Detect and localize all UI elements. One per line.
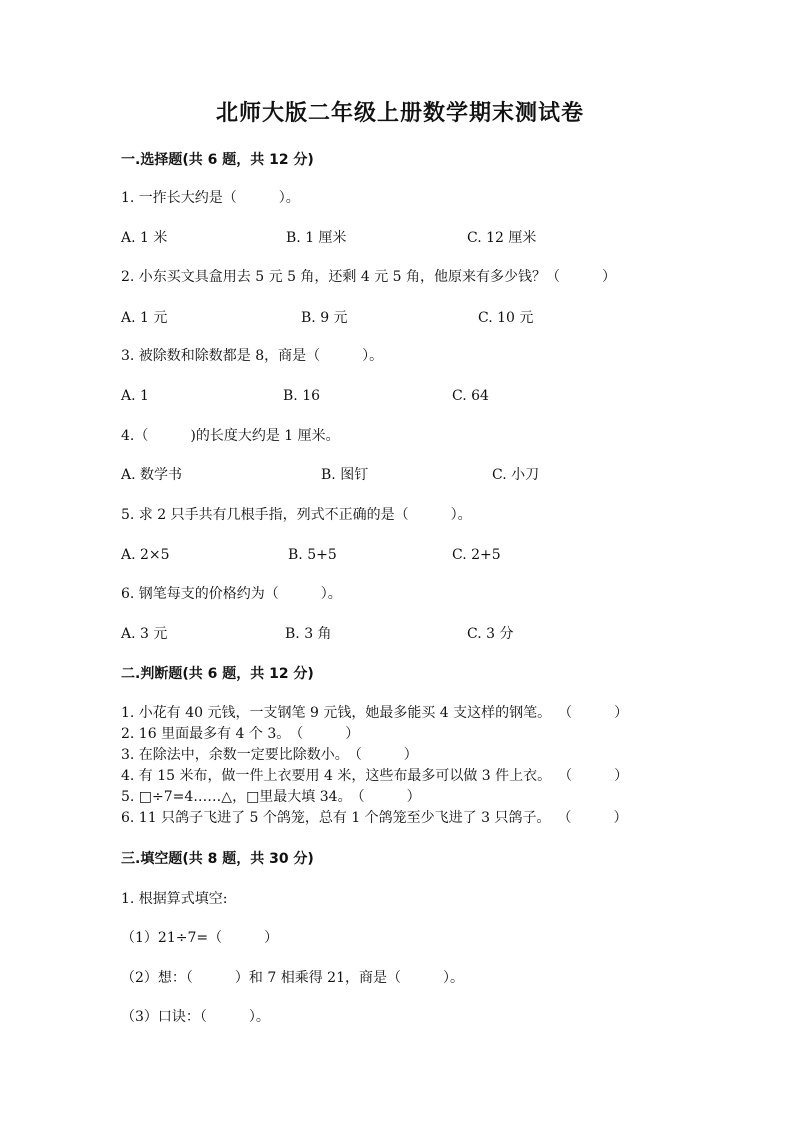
judge-3-text: 3. 在除法中，余数一定要比除数小。 [121,747,349,763]
judge-5-parens: （ ） [357,789,421,805]
choice-4-option-c: C. 小刀 [492,467,540,483]
judge-question-5 [121,788,421,806]
choice-1-option-b: B. 1 厘米 [286,230,347,246]
judge-2-text: 2. 16 里面最多有 4 个 3。 [121,726,291,742]
fill-sub-2: （2）想：（ ）和 7 相乘得 21，商是（ ）。 [121,970,464,986]
judge-6-text: 6. 11 只鸽子飞进了 5 个鸽笼，总有 1 个鸽笼至少飞进了 3 只鸽子。 [121,810,551,826]
judge-1-text: 1. 小花有 40 元钱，一支钢笔 9 元钱，她最多能买 4 支这样的钢笔。 [121,705,552,721]
choice-2-option-a: A. 1 元 [121,310,168,326]
fill-question-1: 1. 根据算式填空: [121,891,228,907]
fill-sub-1: （1）21÷7=（ ） [121,930,279,946]
choice-question-5: 5. 求 2 只手共有几根手指，列式不正确的是（ ）。 [121,507,472,523]
choice-2-option-c: C. 10 元 [478,310,534,326]
choice-4-option-a: A. 数学书 [121,467,183,483]
choice-3-option-a: A. 1 [121,388,149,404]
section-heading-fill: 三.填空题(共 8 题，共 30 分) [121,851,314,867]
choice-question-4: 4.（ )的长度大约是 1 厘米。 [121,428,340,444]
judge-question-4 [121,767,628,785]
choice-6-option-a: A. 3 元 [121,626,168,642]
choice-question-1: 1. 一拃长大约是（ ）。 [121,190,300,206]
judge-4-text: 4. 有 15 米布，做一件上衣要用 4 米，这些布最多可以做 3 件上衣。 [121,768,552,784]
choice-6-option-c: C. 3 分 [467,626,514,642]
judge-question-6 [121,809,628,827]
choice-3-option-b: B. 16 [283,388,321,404]
judge-question-3 [121,746,418,764]
judge-question-2 [121,725,359,743]
choice-3-option-c: C. 64 [452,388,489,404]
judge-3-parens: （ ） [354,747,418,763]
judge-5-text: 5. □÷7=4……△，□里最大填 34。 [121,789,352,805]
choice-5-option-b: B. 5+5 [288,547,337,563]
section-heading-choice: 一.选择题(共 6 题，共 12 分) [121,152,314,168]
judge-4-parens: （ ） [565,768,629,784]
fill-sub-3: （3）口诀：（ ）。 [121,1009,270,1025]
choice-5-option-a: A. 2×5 [121,547,170,563]
judge-6-parens: （ ） [564,810,628,826]
choice-4-option-b: B. 图钉 [321,467,369,483]
choice-question-3: 3. 被除数和除数都是 8，商是（ ）。 [121,348,384,364]
judge-question-1 [121,704,628,722]
choice-question-2: 2. 小东买文具盒用去 5 元 5 角，还剩 4 元 5 角，他原来有多少钱？（ ） [121,269,617,285]
choice-2-option-b: B. 9 元 [301,310,348,326]
page-title: 北师大版二年级上册数学期末测试卷 [215,100,584,126]
choice-5-option-c: C. 2+5 [452,547,501,563]
choice-question-6: 6. 钢笔每支的价格约为（ ）。 [121,586,342,602]
judge-1-parens: （ ） [565,705,629,721]
section-heading-judge: 二.判断题(共 6 题，共 12 分) [121,666,314,682]
choice-6-option-b: B. 3 角 [285,626,332,642]
judge-2-parens: （ ） [296,726,360,742]
choice-1-option-a: A. 1 米 [121,230,168,246]
choice-1-option-c: C. 12 厘米 [467,230,537,246]
